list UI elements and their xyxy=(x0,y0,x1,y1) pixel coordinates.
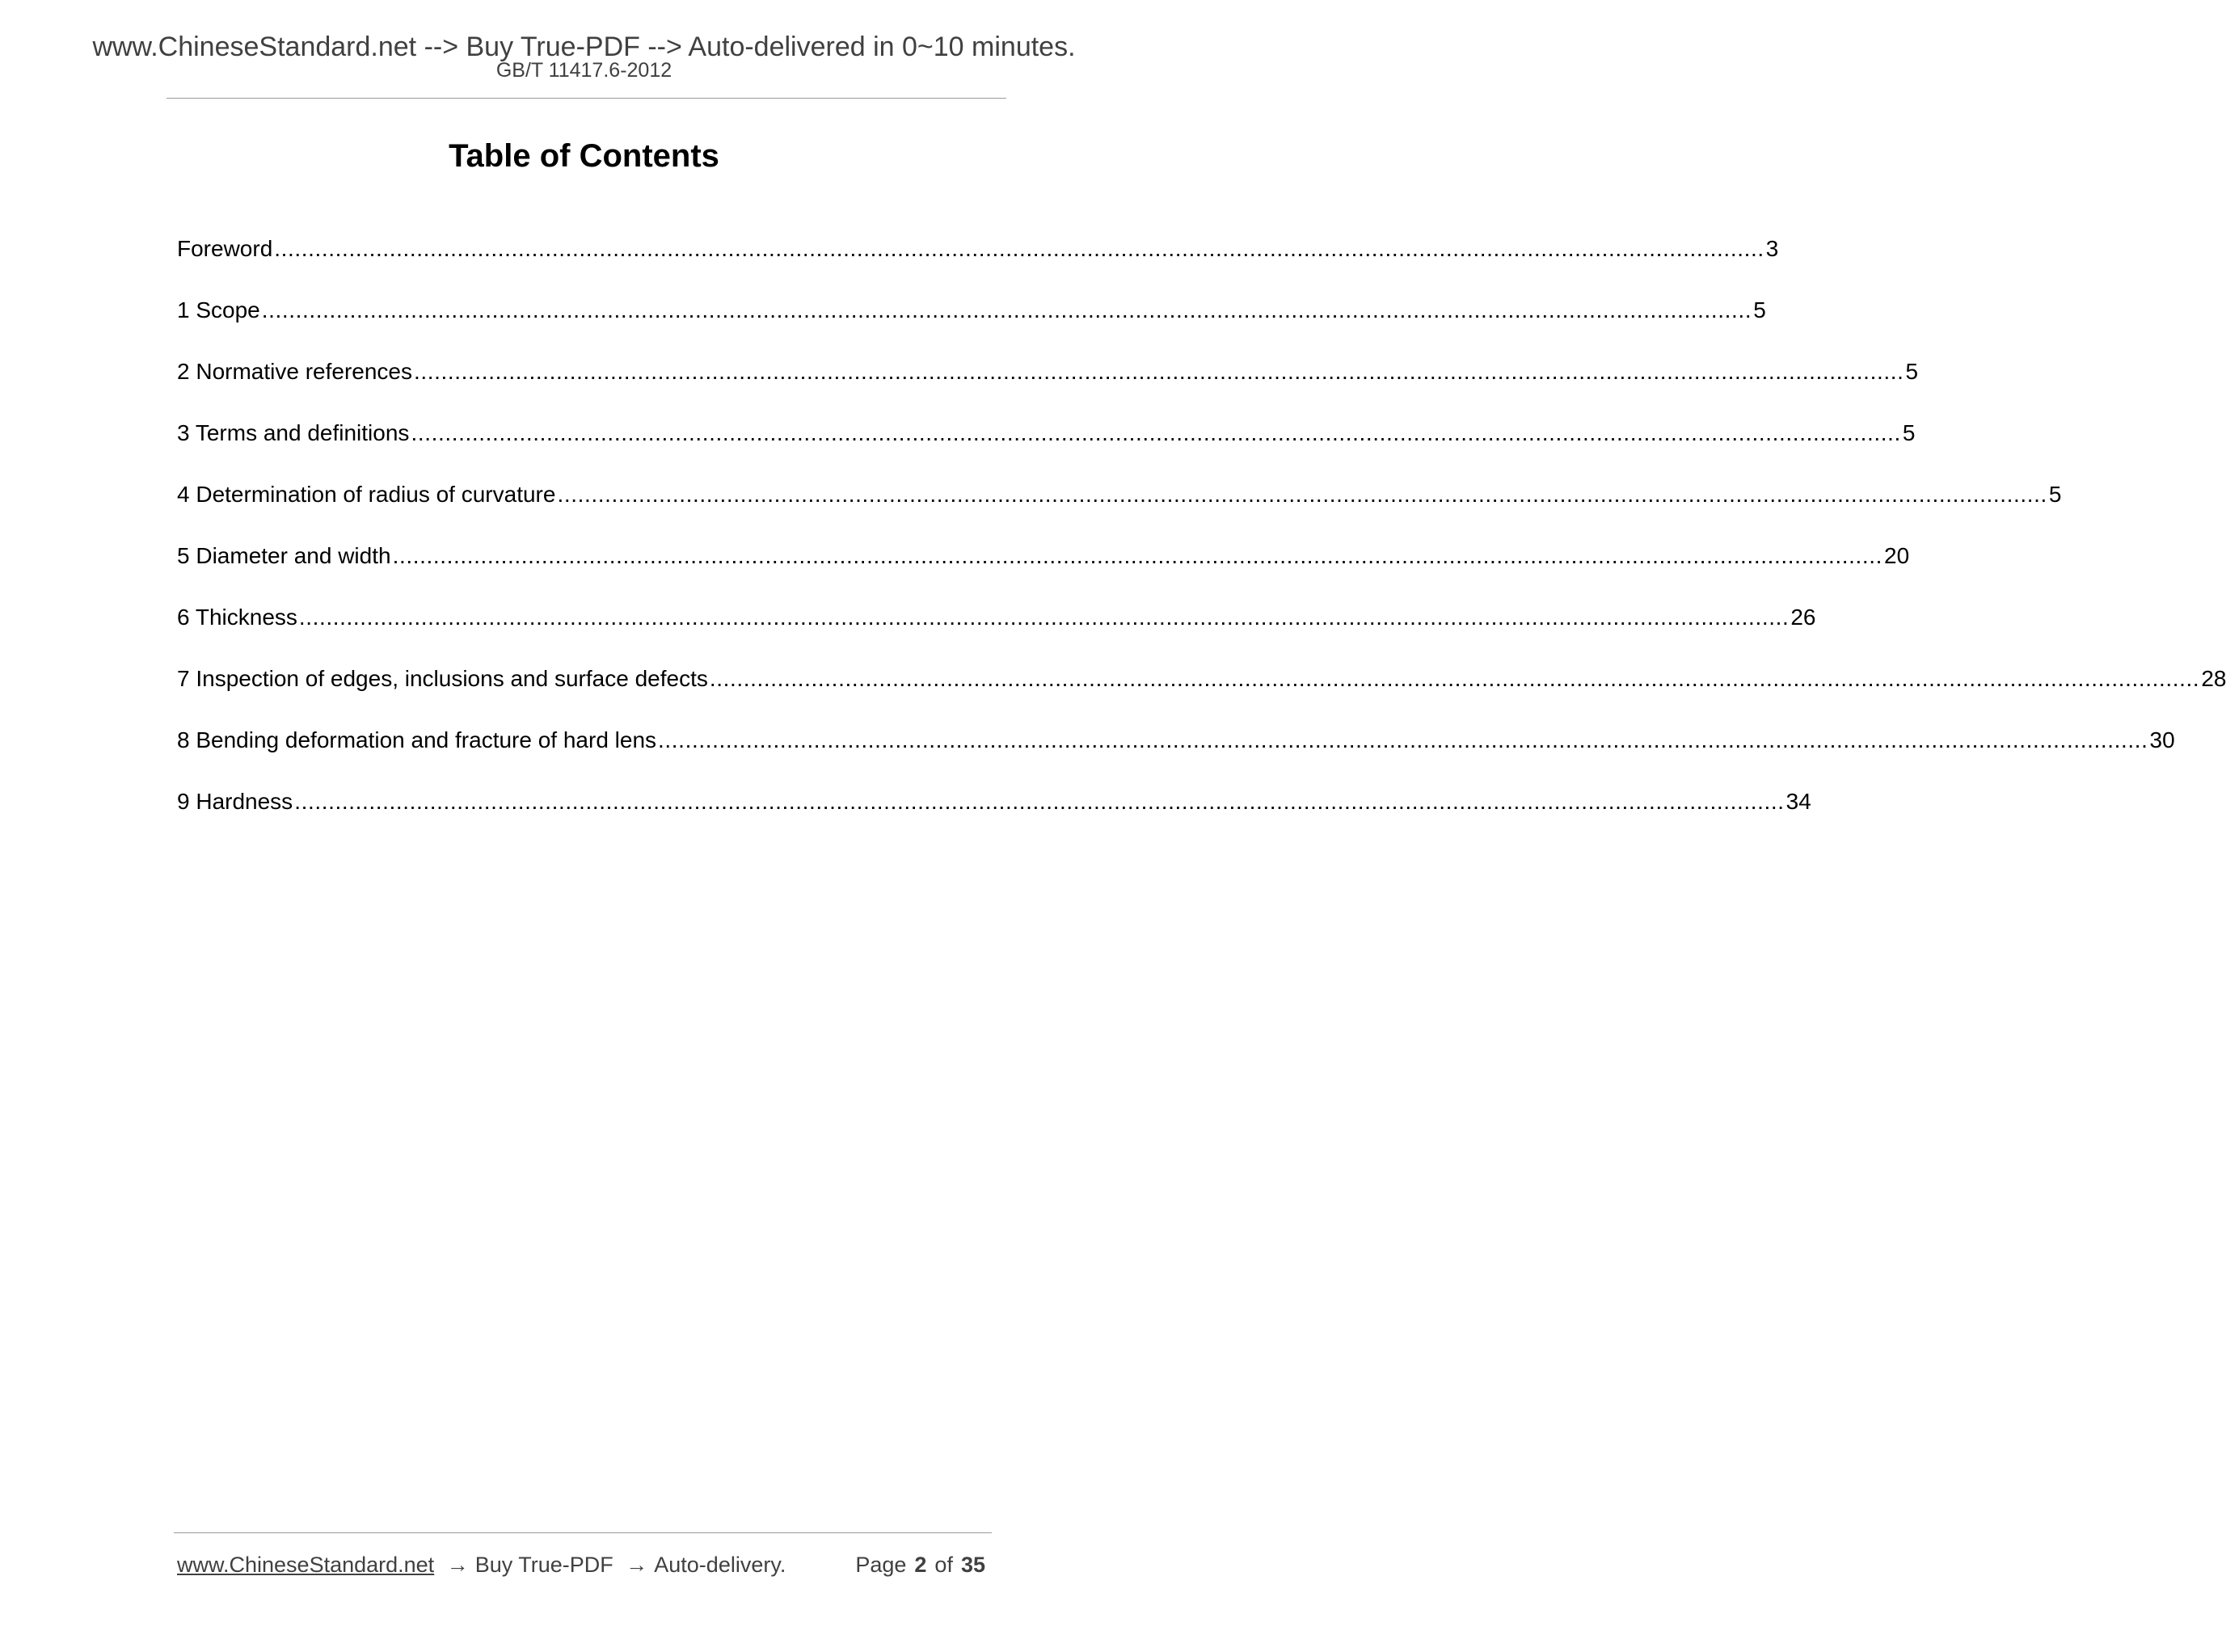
toc-entry-page: 26 xyxy=(1790,605,1816,630)
right-arrow-icon: → xyxy=(446,1553,469,1577)
toc-entry-inspection-of-edges[interactable] xyxy=(177,662,2226,723)
toc-entry-terms-and-definitions[interactable] xyxy=(177,416,1916,478)
toc-entry-page: 3 xyxy=(1765,236,1779,261)
toc-entry-label: 8 Bending deformation and fracture of hard lens xyxy=(177,727,657,752)
toc-entry-page: 5 xyxy=(1753,297,1766,322)
toc-entry-label: 6 Thickness xyxy=(177,605,297,630)
toc-entry-page: 30 xyxy=(2149,727,2175,752)
page-indicator xyxy=(855,1549,985,1581)
page-footer xyxy=(177,1549,992,1581)
toc-list xyxy=(177,232,2226,846)
toc-dot-leader: ............................................................................................................................................................................................................................ xyxy=(411,420,1901,445)
footer-promo xyxy=(177,1549,786,1581)
toc-entry-radius-of-curvature[interactable] xyxy=(177,478,2062,539)
toc-entry-hardness[interactable] xyxy=(177,785,1811,846)
toc-entry-label: 9 Hardness xyxy=(177,789,293,814)
toc-dot-leader: ............................................................................................................................................................................................................................ xyxy=(557,482,2047,507)
footer-divider xyxy=(174,1532,992,1533)
toc-entry-scope[interactable] xyxy=(177,293,1766,355)
page-number: 2 xyxy=(914,1553,927,1577)
toc-entry-foreword[interactable] xyxy=(177,232,1779,293)
toc-entry-page: 28 xyxy=(2201,666,2226,691)
document-code: GB/T 11417.6-2012 xyxy=(495,59,672,82)
toc-entry-page: 20 xyxy=(1884,543,1910,568)
toc-entry-page: 34 xyxy=(1785,789,1811,814)
toc-entry-diameter-and-width[interactable] xyxy=(177,539,1910,601)
toc-entry-label: 4 Determination of radius of curvature xyxy=(177,482,556,507)
total-pages: 35 xyxy=(960,1553,985,1577)
toc-title: Table of Contents xyxy=(449,138,719,174)
toc-dot-leader: ............................................................................................................................................................................................................................ xyxy=(298,605,1790,630)
toc-entry-page: 5 xyxy=(1905,359,1919,384)
toc-dot-leader: ............................................................................................................................................................................................................................ xyxy=(261,297,1752,322)
toc-entry-label: Foreword xyxy=(177,236,273,261)
toc-entry-bending-deformation[interactable] xyxy=(177,723,2175,785)
toc-entry-label: 5 Diameter and width xyxy=(177,543,391,568)
footer-delivery-text: Auto-delivery. xyxy=(654,1553,786,1577)
toc-entry-label: 3 Terms and definitions xyxy=(177,420,410,445)
toc-dot-leader: ............................................................................................................................................................................................................................ xyxy=(414,359,1904,384)
toc-entry-normative-references[interactable] xyxy=(177,355,1919,416)
page-label: Page xyxy=(855,1553,907,1577)
toc-entry-page: 5 xyxy=(2048,482,2062,507)
header-banner: www.ChineseStandard.net --> Buy True-PDF --> Auto-delivered in 0~10 minutes. xyxy=(92,32,1076,62)
toc-entry-thickness[interactable] xyxy=(177,601,1816,662)
footer-site-link[interactable]: www.ChineseStandard.net xyxy=(177,1553,435,1577)
right-arrow-icon: → xyxy=(626,1553,648,1577)
of-label: of xyxy=(934,1553,953,1577)
toc-entry-label: 7 Inspection of edges, inclusions and surface defects xyxy=(177,666,708,691)
toc-entry-label: 2 Normative references xyxy=(177,359,413,384)
toc-dot-leader: ............................................................................................................................................................................................................................ xyxy=(658,727,2148,752)
toc-dot-leader: ............................................................................................................................................................................................................................ xyxy=(274,236,1764,261)
toc-entry-label: 1 Scope xyxy=(177,297,260,322)
footer-buy-text: Buy True-PDF xyxy=(474,1553,613,1577)
toc-dot-leader: ............................................................................................................................................................................................................................ xyxy=(392,543,1883,568)
toc-dot-leader: ............................................................................................................................................................................................................................ xyxy=(709,666,2200,691)
toc-entry-page: 5 xyxy=(1902,420,1916,445)
header-divider xyxy=(167,98,1006,99)
toc-dot-leader: ............................................................................................................................................................................................................................ xyxy=(294,789,1785,814)
